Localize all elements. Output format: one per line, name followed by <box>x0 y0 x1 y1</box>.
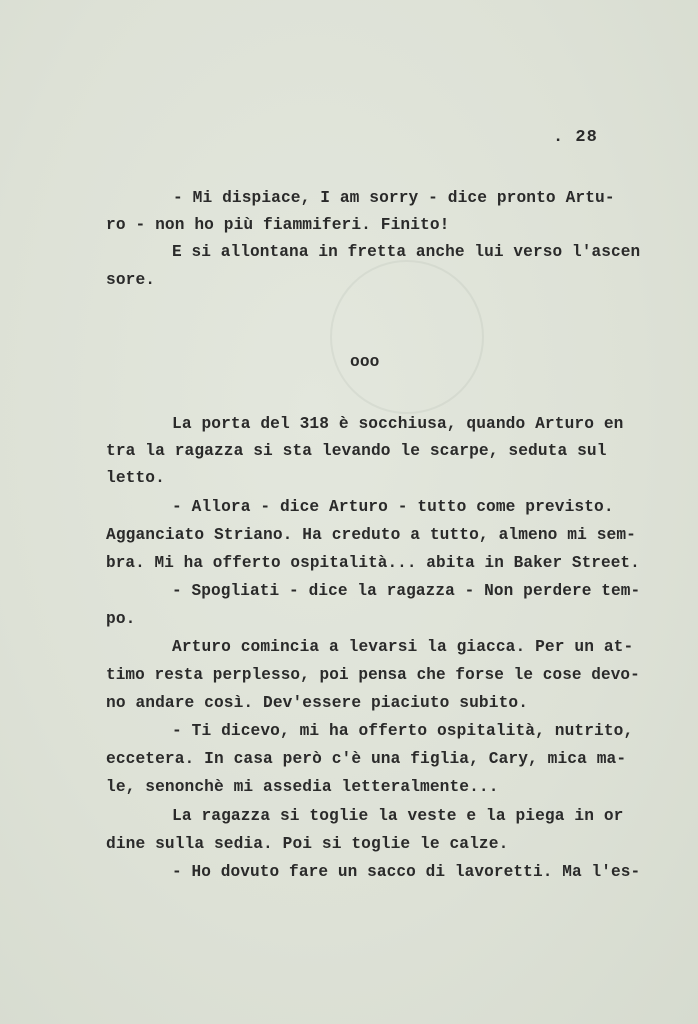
text-line: dine sulla sedia. Poi si toglie le calze. <box>106 835 509 853</box>
text-line: - Ti dicevo, mi ha offerto ospitalità, nutrito, <box>172 722 634 740</box>
text-line: ro - non ho più fiammiferi. Finito! <box>106 216 450 234</box>
text-line: po. <box>106 610 136 628</box>
text-line: tra la ragazza si sta levando le scarpe, seduta sul <box>106 442 607 460</box>
text-line: - Allora - dice Arturo - tutto come previsto. <box>172 498 614 516</box>
text-line: sore. <box>106 271 156 289</box>
text-line: E si allontana in fretta anche lui verso l'ascen <box>172 243 641 261</box>
text-line: La porta del 318 è socchiusa, quando Arturo en <box>172 415 624 433</box>
text-line: le, senonchè mi assedia letteralmente... <box>106 778 499 796</box>
text-line: - Spogliati - dice la ragazza - Non perdere tem- <box>172 582 641 600</box>
watermark-stamp <box>330 260 484 414</box>
text-line: letto. <box>106 469 165 487</box>
text-line: timo resta perplesso, poi pensa che forse le cose devo- <box>106 666 640 684</box>
section-separator: ooo <box>350 353 380 371</box>
text-line: Arturo comincia a levarsi la giacca. Per un at- <box>172 638 634 656</box>
text-line: bra. Mi ha offerto ospitalità... abita in Baker Street. <box>106 554 640 572</box>
text-line: no andare così. Dev'essere piaciuto subito. <box>106 694 529 712</box>
text-line: La ragazza si toglie la veste e la piega in or <box>172 807 624 825</box>
text-line: eccetera. In casa però c'è una figlia, Cary, mica ma- <box>106 750 627 768</box>
text-line: - Mi dispiace, I am sorry - dice pronto Artu- <box>173 189 615 207</box>
text-line: - Ho dovuto fare un sacco di lavoretti. Ma l'es- <box>172 863 641 881</box>
text-line: Agganciato Striano. Ha creduto a tutto, almeno mi sem- <box>106 526 636 544</box>
page-number: . 28 <box>553 128 598 147</box>
